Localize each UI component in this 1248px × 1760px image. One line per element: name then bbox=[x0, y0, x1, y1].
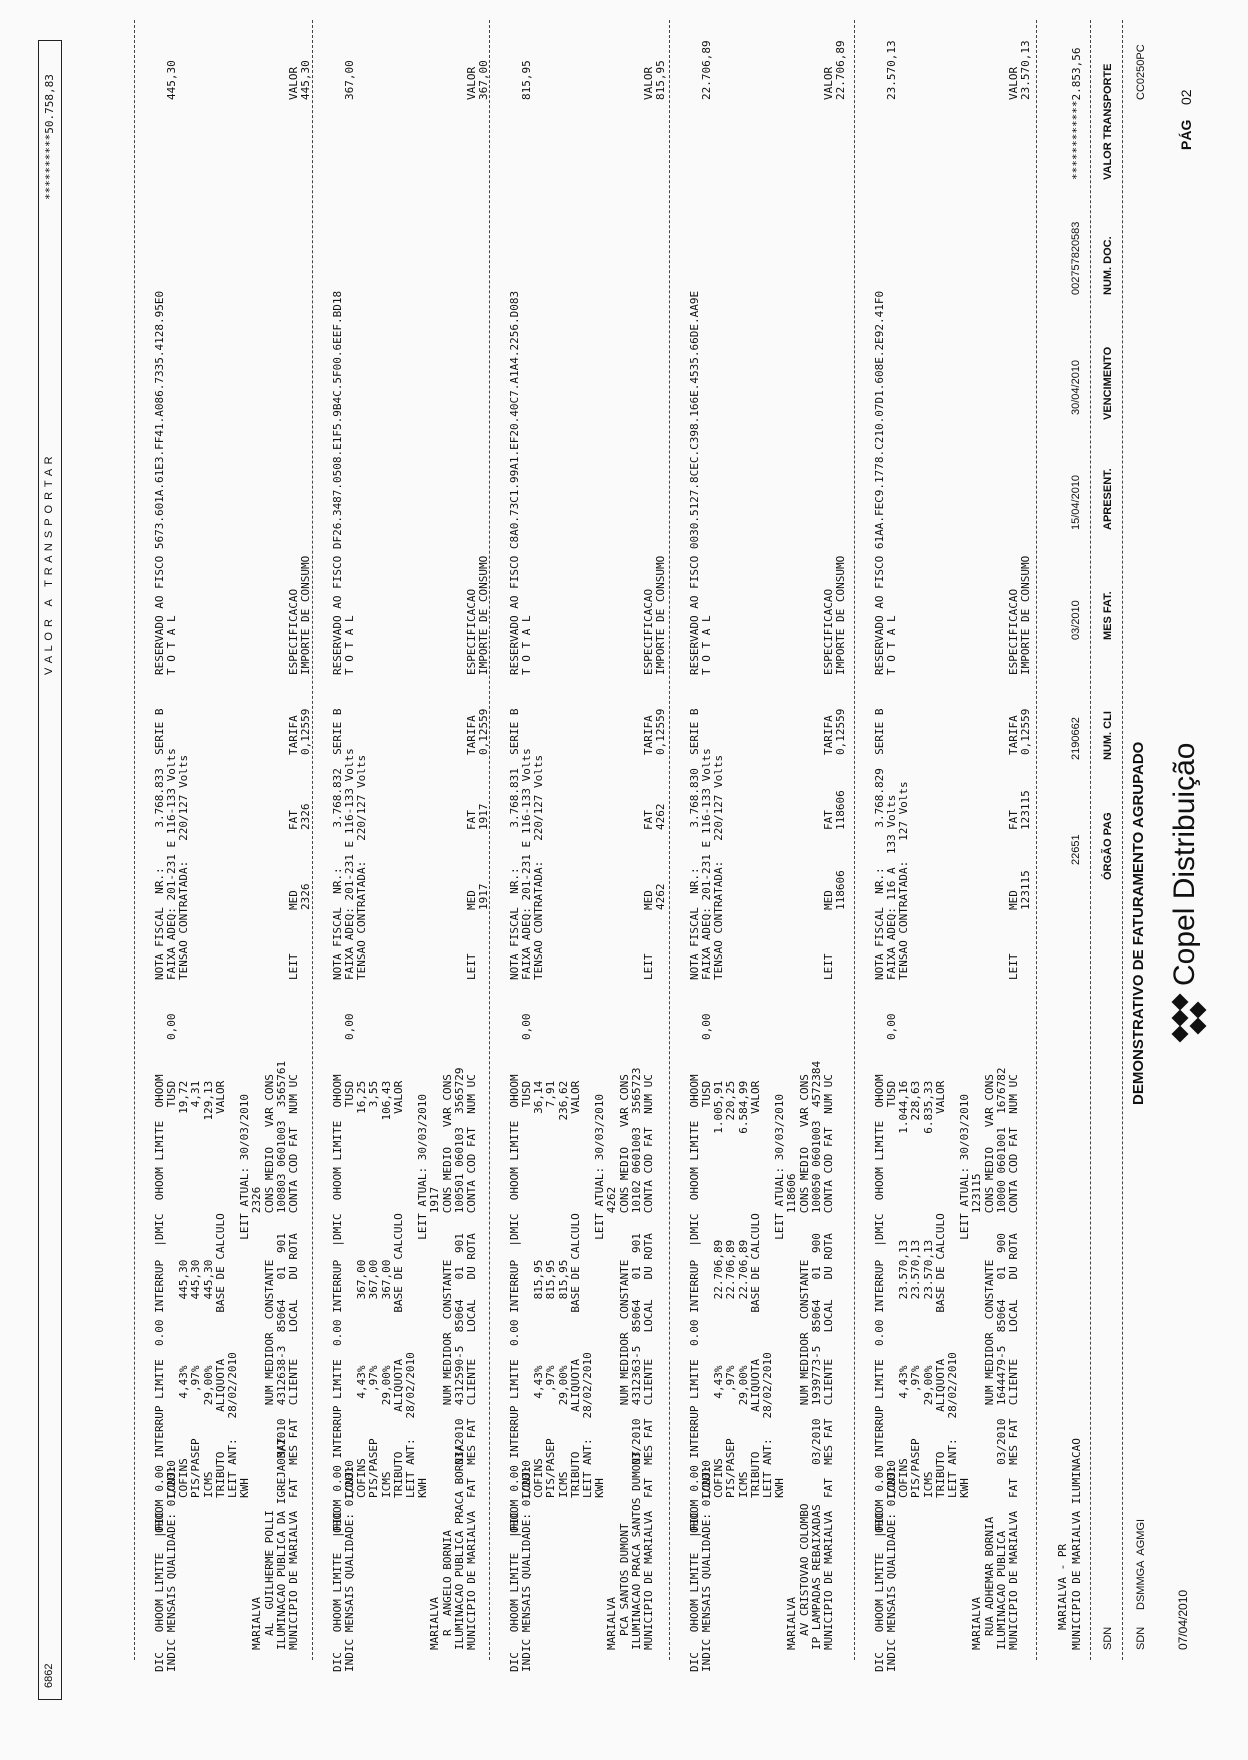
copel-logo-icon bbox=[1170, 994, 1210, 1040]
record-especificacao-col: ESPECIFICACAO IMPORTE DE CONSUMO bbox=[287, 555, 313, 675]
record-valor-col: VALOR 815,95 bbox=[642, 60, 668, 100]
record-meter-labels: NUM MEDIDOR CONSTANTE CONS MEDIO VAR CONS bbox=[262, 1074, 276, 1498]
record-reservado-fisco: RESERVADO AO FISCO 0030.5127.8CEC.C398.166E.4535.66DE.AA9E bbox=[687, 290, 701, 675]
footer-code: 6862 bbox=[43, 1663, 55, 1688]
record-tributo-header: TRIBUTO ALIQUOTA BASE DE CALCULO VALOR bbox=[213, 1080, 227, 1498]
address-line: PCA SANTOS DUMONT bbox=[617, 1523, 631, 1636]
record-fic-line: |FIC 0.00 INTERRUP LIMITE 0.00 INTERRUP |DMIC OHOOM LIMITE OHOOM bbox=[687, 1074, 701, 1538]
record-total-label: T O T A L bbox=[343, 615, 356, 675]
record-zero-value: 0,00 bbox=[343, 1013, 356, 1040]
record-kwh-leit-atual: KWH LEIT ATUAL: 30/03/2010 bbox=[416, 1094, 430, 1498]
address-line: MUNICIPIO DE MARIALVA bbox=[465, 1510, 478, 1650]
numdoc-value: 00275782058​3 bbox=[1070, 221, 1082, 295]
record-faixa-adeq: FAIXA ADEQ: 201-231 E 116-133 Volts bbox=[520, 748, 533, 980]
footer-box bbox=[38, 40, 62, 1700]
record-conj-line: CONJ: TUSD bbox=[520, 1080, 533, 1498]
record-pis-row: PIS/PASEP ,97% 23.570,13 228,63 bbox=[909, 1080, 923, 1498]
record-fat-col: FAT 123115 bbox=[1007, 790, 1033, 830]
col-sdn: SDN bbox=[1102, 1626, 1114, 1650]
record-tensao-contratada: TENSAO CONTRATADA: 220/127 Volts bbox=[355, 754, 369, 980]
address-line: R ANGELO BORNIA bbox=[440, 1530, 454, 1636]
record-total-value: 367,00 bbox=[343, 60, 356, 100]
page-title: DEMONSTRATIVO DE FATURAMENTO AGRUPADO bbox=[1130, 741, 1147, 1105]
record-pis-row: PIS/PASEP ,97% 445,30 4,31 bbox=[189, 1080, 203, 1498]
record-icms-row: ICMS 29,00% 367,00 106,43 bbox=[379, 1080, 393, 1498]
record-total-value: 22.706,89 bbox=[700, 40, 713, 100]
record-header-labels: FAT MES FAT CLIENTE LOCAL DU ROTA CONTA COD FAT NUM UC bbox=[822, 1074, 835, 1498]
record-pis-row: PIS/PASEP ,97% 22.706,89 220,25 bbox=[724, 1080, 738, 1498]
col-mesfat: MES FAT. bbox=[1102, 591, 1114, 640]
record-med-col: MED 4262 bbox=[642, 883, 668, 910]
record-med-col: MED 118606 bbox=[822, 870, 848, 910]
mesfat-value: 03/2010 bbox=[1070, 600, 1082, 640]
record-especificacao-col: ESPECIFICACAO IMPORTE DE CONSUMO bbox=[642, 555, 668, 675]
record-icms-row: ICMS 29,00% 22.706,89 6.584,99 bbox=[736, 1080, 750, 1498]
record-header-labels: FAT MES FAT CLIENTE LOCAL DU ROTA CONTA COD FAT NUM UC bbox=[287, 1074, 300, 1498]
record-total-value: 445,30 bbox=[165, 60, 178, 100]
record-leit-ant: LEIT ANT: 28/02/2010 bbox=[404, 1352, 417, 1498]
record-indic-label: INDIC MENSAIS QUALIDADE: 01/2010 bbox=[700, 1460, 713, 1672]
record-header-values: 03/2010 4312590-5 85064 01 901 100501 060103 3565729 bbox=[452, 1067, 466, 1498]
page-number: 02 bbox=[1178, 89, 1194, 105]
address-line: MUNICIPIO DE MARIALVA bbox=[1007, 1510, 1020, 1650]
record-cons-medio: 4262 bbox=[605, 1186, 619, 1498]
record-cofins-row: COFINS 4,43% 22.706,89 1.005,91 bbox=[712, 1080, 726, 1498]
record-conj-line: CONJ: TUSD bbox=[885, 1080, 898, 1498]
record-tributo-header: TRIBUTO ALIQUOTA BASE DE CALCULO VALOR bbox=[748, 1080, 762, 1498]
address-line: AV CRISTOVAO COLOMBO bbox=[797, 1503, 811, 1636]
record-kwh-leit-atual: KWH LEIT ATUAL: 30/03/2010 bbox=[593, 1094, 607, 1498]
col-vencimento: VENCIMENTO bbox=[1102, 346, 1114, 420]
footer-value: **********50.758,83 bbox=[43, 74, 56, 200]
record-nota-fiscal: NOTA FISCAL NR.: 3.768.829 SERIE B bbox=[872, 708, 886, 980]
record-leit-col: LEIT bbox=[465, 953, 478, 980]
address-line: ILUMINACAO PUBLICA PRACA BORNIA bbox=[452, 1444, 466, 1650]
address-line: ILUMINACAO PRACA SANTOS DUMONT bbox=[629, 1451, 643, 1650]
record-nota-fiscal: NOTA FISCAL NR.: 3.768.832 SERIE B bbox=[330, 708, 344, 980]
sdn-values: DSMMGA AGMGI bbox=[1135, 1518, 1147, 1610]
address-line: MARIALVA bbox=[785, 1597, 799, 1650]
col-orgao: ÓRGÃO PAG bbox=[1102, 812, 1114, 880]
record-tensao-contratada: TENSAO CONTRATADA: 220/127 Volts bbox=[177, 754, 191, 980]
record-dic-line: DIC OHOOM LIMITE OHOOM bbox=[152, 1499, 166, 1672]
record-zero-value: 0,00 bbox=[700, 1013, 713, 1040]
record-cofins-row: COFINS 4,43% 815,95 36,14 bbox=[532, 1080, 546, 1498]
record-divider bbox=[489, 20, 490, 1660]
record-fic-line: |FIC 0.00 INTERRUP LIMITE 0.00 INTERRUP |DMIC OHOOM LIMITE OHOOM bbox=[872, 1074, 886, 1538]
record-kwh-leit-atual: KWH LEIT ATUAL: 30/03/2010 bbox=[238, 1094, 252, 1498]
address-line: MARIALVA bbox=[605, 1597, 619, 1650]
record-total-label: T O T A L bbox=[520, 615, 533, 675]
record-especificacao-col: ESPECIFICACAO IMPORTE DE CONSUMO bbox=[822, 555, 848, 675]
address-line: ILUMINACAO PUBLICA bbox=[994, 1530, 1008, 1650]
record-tributo-header: TRIBUTO ALIQUOTA BASE DE CALCULO VALOR bbox=[391, 1080, 405, 1498]
record-faixa-adeq: FAIXA ADEQ: 116 A 133 Volts bbox=[885, 794, 898, 980]
record-dic-line: DIC OHOOM LIMITE OHOOM bbox=[330, 1499, 344, 1672]
record-leit-col: LEIT bbox=[822, 953, 835, 980]
vencimento-value: 30/04/2010 bbox=[1070, 359, 1082, 415]
page-label: PÁG bbox=[1178, 119, 1194, 150]
record-leit-ant: LEIT ANT: 28/02/2010 bbox=[226, 1352, 239, 1498]
record-divider bbox=[312, 20, 313, 1660]
record-tarifa-col: TARIFA 0,12559 bbox=[822, 708, 848, 755]
record-faixa-adeq: FAIXA ADEQ: 201-231 E 116-133 Volts bbox=[165, 748, 178, 980]
record-cofins-row: COFINS 4,43% 23.570,13 1.044,16 bbox=[897, 1080, 911, 1498]
record-header-labels: FAT MES FAT CLIENTE LOCAL DU ROTA CONTA COD FAT NUM UC bbox=[1007, 1074, 1020, 1498]
record-icms-row: ICMS 29,00% 445,30 129,13 bbox=[201, 1080, 215, 1498]
record-nota-fiscal: NOTA FISCAL NR.: 3.768.833 SERIE B bbox=[152, 708, 166, 980]
record-kwh-leit-atual: KWH LEIT ATUAL: 30/03/2010 bbox=[773, 1094, 787, 1498]
record-leit-col: LEIT bbox=[287, 953, 300, 980]
divider bbox=[1122, 20, 1123, 1660]
record-tensao-contratada: TENSAO CONTRATADA: 220/127 Volts bbox=[532, 754, 546, 980]
record-dic-line: DIC OHOOM LIMITE OHOOM bbox=[507, 1499, 521, 1672]
record-cons-medio: 118606 bbox=[785, 1173, 799, 1498]
record-reservado-fisco: RESERVADO AO FISCO C8A0.73C1.99A1.EF20.40C7.A1A4.2256.D083 bbox=[507, 290, 521, 675]
col-numdoc: NUM. DOC. bbox=[1102, 236, 1114, 295]
record-zero-value: 0,00 bbox=[520, 1013, 533, 1040]
record-nota-fiscal: NOTA FISCAL NR.: 3.768.831 SERIE B bbox=[507, 708, 521, 980]
record-fic-line: |FIC 0.00 INTERRUP LIMITE 0.00 INTERRUP |DMIC OHOOM LIMITE OHOOM bbox=[152, 1074, 166, 1538]
record-reservado-fisco: RESERVADO AO FISCO 61AA.FEC9.1778.C210.07D1.608E.2E92.41F0 bbox=[872, 290, 886, 675]
divider bbox=[1090, 20, 1091, 1660]
record-nota-fiscal: NOTA FISCAL NR.: 3.768.830 SERIE B bbox=[687, 708, 701, 980]
record-pis-row: PIS/PASEP ,97% 367,00 3,55 bbox=[367, 1080, 381, 1498]
record-leit-ant: LEIT ANT: 28/02/2010 bbox=[581, 1352, 594, 1498]
record-cons-medio: 123115 bbox=[970, 1173, 984, 1498]
report-date: 07/04/2010 bbox=[1176, 1589, 1190, 1650]
record-tributo-header: TRIBUTO ALIQUOTA BASE DE CALCULO VALOR bbox=[568, 1080, 582, 1498]
valor-transporte-value: ************2.853,56 bbox=[1070, 47, 1083, 180]
record-fic-line: |FIC 0.00 INTERRUP LIMITE 0.00 INTERRUP |DMIC OHOOM LIMITE OHOOM bbox=[330, 1074, 344, 1538]
record-header-values: 03/2010 1939773-5 85064 01 900 100050 0601003 4572384 bbox=[809, 1060, 823, 1498]
record-leit-ant: LEIT ANT: 28/02/2010 bbox=[946, 1352, 959, 1498]
record-med-col: MED 123115 bbox=[1007, 870, 1033, 910]
record-tarifa-col: TARIFA 0,12559 bbox=[1007, 708, 1033, 755]
record-header-values: 03/2010 4312638-3 85064 01 901 100803 0601003 3565761 bbox=[274, 1060, 288, 1498]
record-fic-line: |FIC 0.00 INTERRUP LIMITE 0.00 INTERRUP |DMIC OHOOM LIMITE OHOOM bbox=[507, 1074, 521, 1538]
record-zero-value: 0,00 bbox=[165, 1013, 178, 1040]
record-header-labels: FAT MES FAT CLIENTE LOCAL DU ROTA CONTA COD FAT NUM UC bbox=[465, 1074, 478, 1498]
address-line: MUNICIPIO DE MARIALVA bbox=[822, 1510, 835, 1650]
divider bbox=[1036, 20, 1037, 1660]
record-leit-ant: LEIT ANT: 28/02/2010 bbox=[761, 1352, 774, 1498]
address-line: MARIALVA bbox=[970, 1597, 984, 1650]
record-meter-labels: NUM MEDIDOR CONSTANTE CONS MEDIO VAR CONS bbox=[617, 1074, 631, 1498]
record-med-col: MED 2326 bbox=[287, 883, 313, 910]
record-dic-line: DIC OHOOM LIMITE OHOOM bbox=[687, 1499, 701, 1672]
record-tensao-contratada: TENSAO CONTRATADA: 127 Volts bbox=[897, 781, 911, 980]
record-dic-line: DIC OHOOM LIMITE OHOOM bbox=[872, 1499, 886, 1672]
record-indic-label: INDIC MENSAIS QUALIDADE: 01/2010 bbox=[165, 1460, 178, 1672]
address-line: MARIALVA bbox=[428, 1597, 442, 1650]
apresent-value: 15/04/2010 bbox=[1070, 474, 1082, 530]
record-zero-value: 0,00 bbox=[885, 1013, 898, 1040]
record-tarifa-col: TARIFA 0,12559 bbox=[287, 708, 313, 755]
record-conj-line: CONJ: TUSD bbox=[343, 1080, 356, 1498]
record-header-values: 03/2010 4312363-5 85064 01 901 10102 0601003 3565723 bbox=[629, 1067, 643, 1498]
sdn-label: SDN bbox=[1135, 1626, 1147, 1650]
address-line: RUA ADHEMAR BORNIA bbox=[982, 1516, 996, 1636]
record-tarifa-col: TARIFA 0,12559 bbox=[642, 708, 668, 755]
record-divider bbox=[134, 20, 135, 1660]
record-conj-line: CONJ: TUSD bbox=[165, 1080, 178, 1498]
record-header-values: 03/2010 1644479-5 85064 01 900 10000 0601001 1676782 bbox=[994, 1067, 1008, 1498]
record-total-label: T O T A L bbox=[165, 615, 178, 675]
col-valor-transporte: VALOR TRANSPORTE bbox=[1102, 63, 1114, 180]
address-line: IP LAMPADAS REBAIXADAS bbox=[809, 1504, 823, 1650]
record-valor-col: VALOR 445,30 bbox=[287, 60, 313, 100]
customer-city: MARIALVA - PR bbox=[1056, 1543, 1069, 1630]
record-especificacao-col: ESPECIFICACAO IMPORTE DE CONSUMO bbox=[465, 555, 491, 675]
record-reservado-fisco: RESERVADO AO FISCO DF26.3487.0508.E1F5.9B4C.5F00.6EEF.BD18 bbox=[330, 290, 344, 675]
record-valor-col: VALOR 23.570,13 bbox=[1007, 40, 1033, 100]
record-total-value: 815,95 bbox=[520, 60, 533, 100]
record-header-labels: FAT MES FAT CLIENTE LOCAL DU ROTA CONTA COD FAT NUM UC bbox=[642, 1074, 655, 1498]
record-total-value: 23.570,13 bbox=[885, 40, 898, 100]
address-line: MUNICIPIO DE MARIALVA bbox=[642, 1510, 655, 1650]
record-med-col: MED 1917 bbox=[465, 883, 491, 910]
record-especificacao-col: ESPECIFICACAO IMPORTE DE CONSUMO bbox=[1007, 555, 1033, 675]
orgao-value: 22651 bbox=[1070, 834, 1082, 865]
record-fat-col: FAT 118606 bbox=[822, 790, 848, 830]
record-faixa-adeq: FAIXA ADEQ: 201-231 E 116-133 Volts bbox=[343, 748, 356, 980]
record-icms-row: ICMS 29,00% 23.570,13 6.835,33 bbox=[921, 1080, 935, 1498]
address-line: MUNICIPIO DE MARIALVA bbox=[287, 1510, 300, 1650]
address-line: AL GUILHERME POLLI bbox=[262, 1510, 276, 1636]
col-numcli: NUM. CLI bbox=[1102, 711, 1114, 760]
record-leit-col: LEIT bbox=[642, 953, 655, 980]
record-indic-label: INDIC MENSAIS QUALIDADE: 01/2010 bbox=[343, 1460, 356, 1672]
address-line: MARIALVA bbox=[250, 1597, 264, 1650]
record-leit-col: LEIT bbox=[1007, 953, 1020, 980]
record-icms-row: ICMS 29,00% 815,95 236,62 bbox=[556, 1080, 570, 1498]
record-tensao-contratada: TENSAO CONTRATADA: 220/127 Volts bbox=[712, 754, 726, 980]
record-divider bbox=[669, 20, 670, 1660]
record-fat-col: FAT 1917 bbox=[465, 803, 491, 830]
col-apresent: APRESENT. bbox=[1102, 468, 1114, 530]
record-cofins-row: COFINS 4,43% 445,30 19,72 bbox=[177, 1080, 191, 1498]
record-indic-label: INDIC MENSAIS QUALIDADE: 01/2010 bbox=[520, 1460, 533, 1672]
footer-label: V A L O R A T R A N S P O R T A R bbox=[43, 455, 55, 675]
record-tarifa-col: TARIFA 0,12559 bbox=[465, 708, 491, 755]
record-conj-line: CONJ: TUSD bbox=[700, 1080, 713, 1498]
record-cons-medio: 1917 bbox=[428, 1186, 442, 1498]
record-fat-col: FAT 2326 bbox=[287, 803, 313, 830]
record-divider bbox=[854, 20, 855, 1660]
customer-name: MUNICIPIO DE MARIALVA ILUMINACAO bbox=[1070, 1438, 1083, 1650]
record-total-label: T O T A L bbox=[700, 615, 713, 675]
record-valor-col: VALOR 22.706,89 bbox=[822, 40, 848, 100]
address-line: ILUMINACAO PUBLICA DA IGREJA MAT bbox=[274, 1438, 288, 1650]
company-name: Copel Distribuição bbox=[1168, 742, 1201, 986]
record-cons-medio: 2326 bbox=[250, 1186, 264, 1498]
record-kwh-leit-atual: KWH LEIT ATUAL: 30/03/2010 bbox=[958, 1094, 972, 1498]
report-code: CC0250PC bbox=[1135, 44, 1147, 100]
record-pis-row: PIS/PASEP ,97% 815,95 7,91 bbox=[544, 1080, 558, 1498]
numcli-value: 2190662 bbox=[1070, 717, 1082, 760]
record-meter-labels: NUM MEDIDOR CONSTANTE CONS MEDIO VAR CONS bbox=[797, 1074, 811, 1498]
record-reservado-fisco: RESERVADO AO FISCO 5673.601A.61E3.FF41.A086.7335.4128.95E0 bbox=[152, 290, 166, 675]
record-total-label: T O T A L bbox=[885, 615, 898, 675]
record-cofins-row: COFINS 4,43% 367,00 16,25 bbox=[355, 1080, 369, 1498]
record-faixa-adeq: FAIXA ADEQ: 201-231 E 116-133 Volts bbox=[700, 748, 713, 980]
record-valor-col: VALOR 367,00 bbox=[465, 60, 491, 100]
record-tributo-header: TRIBUTO ALIQUOTA BASE DE CALCULO VALOR bbox=[933, 1080, 947, 1498]
record-meter-labels: NUM MEDIDOR CONSTANTE CONS MEDIO VAR CONS bbox=[982, 1074, 996, 1498]
record-indic-label: INDIC MENSAIS QUALIDADE: 01/2010 bbox=[885, 1460, 898, 1672]
record-meter-labels: NUM MEDIDOR CONSTANTE CONS MEDIO VAR CONS bbox=[440, 1074, 454, 1498]
record-fat-col: FAT 4262 bbox=[642, 803, 668, 830]
